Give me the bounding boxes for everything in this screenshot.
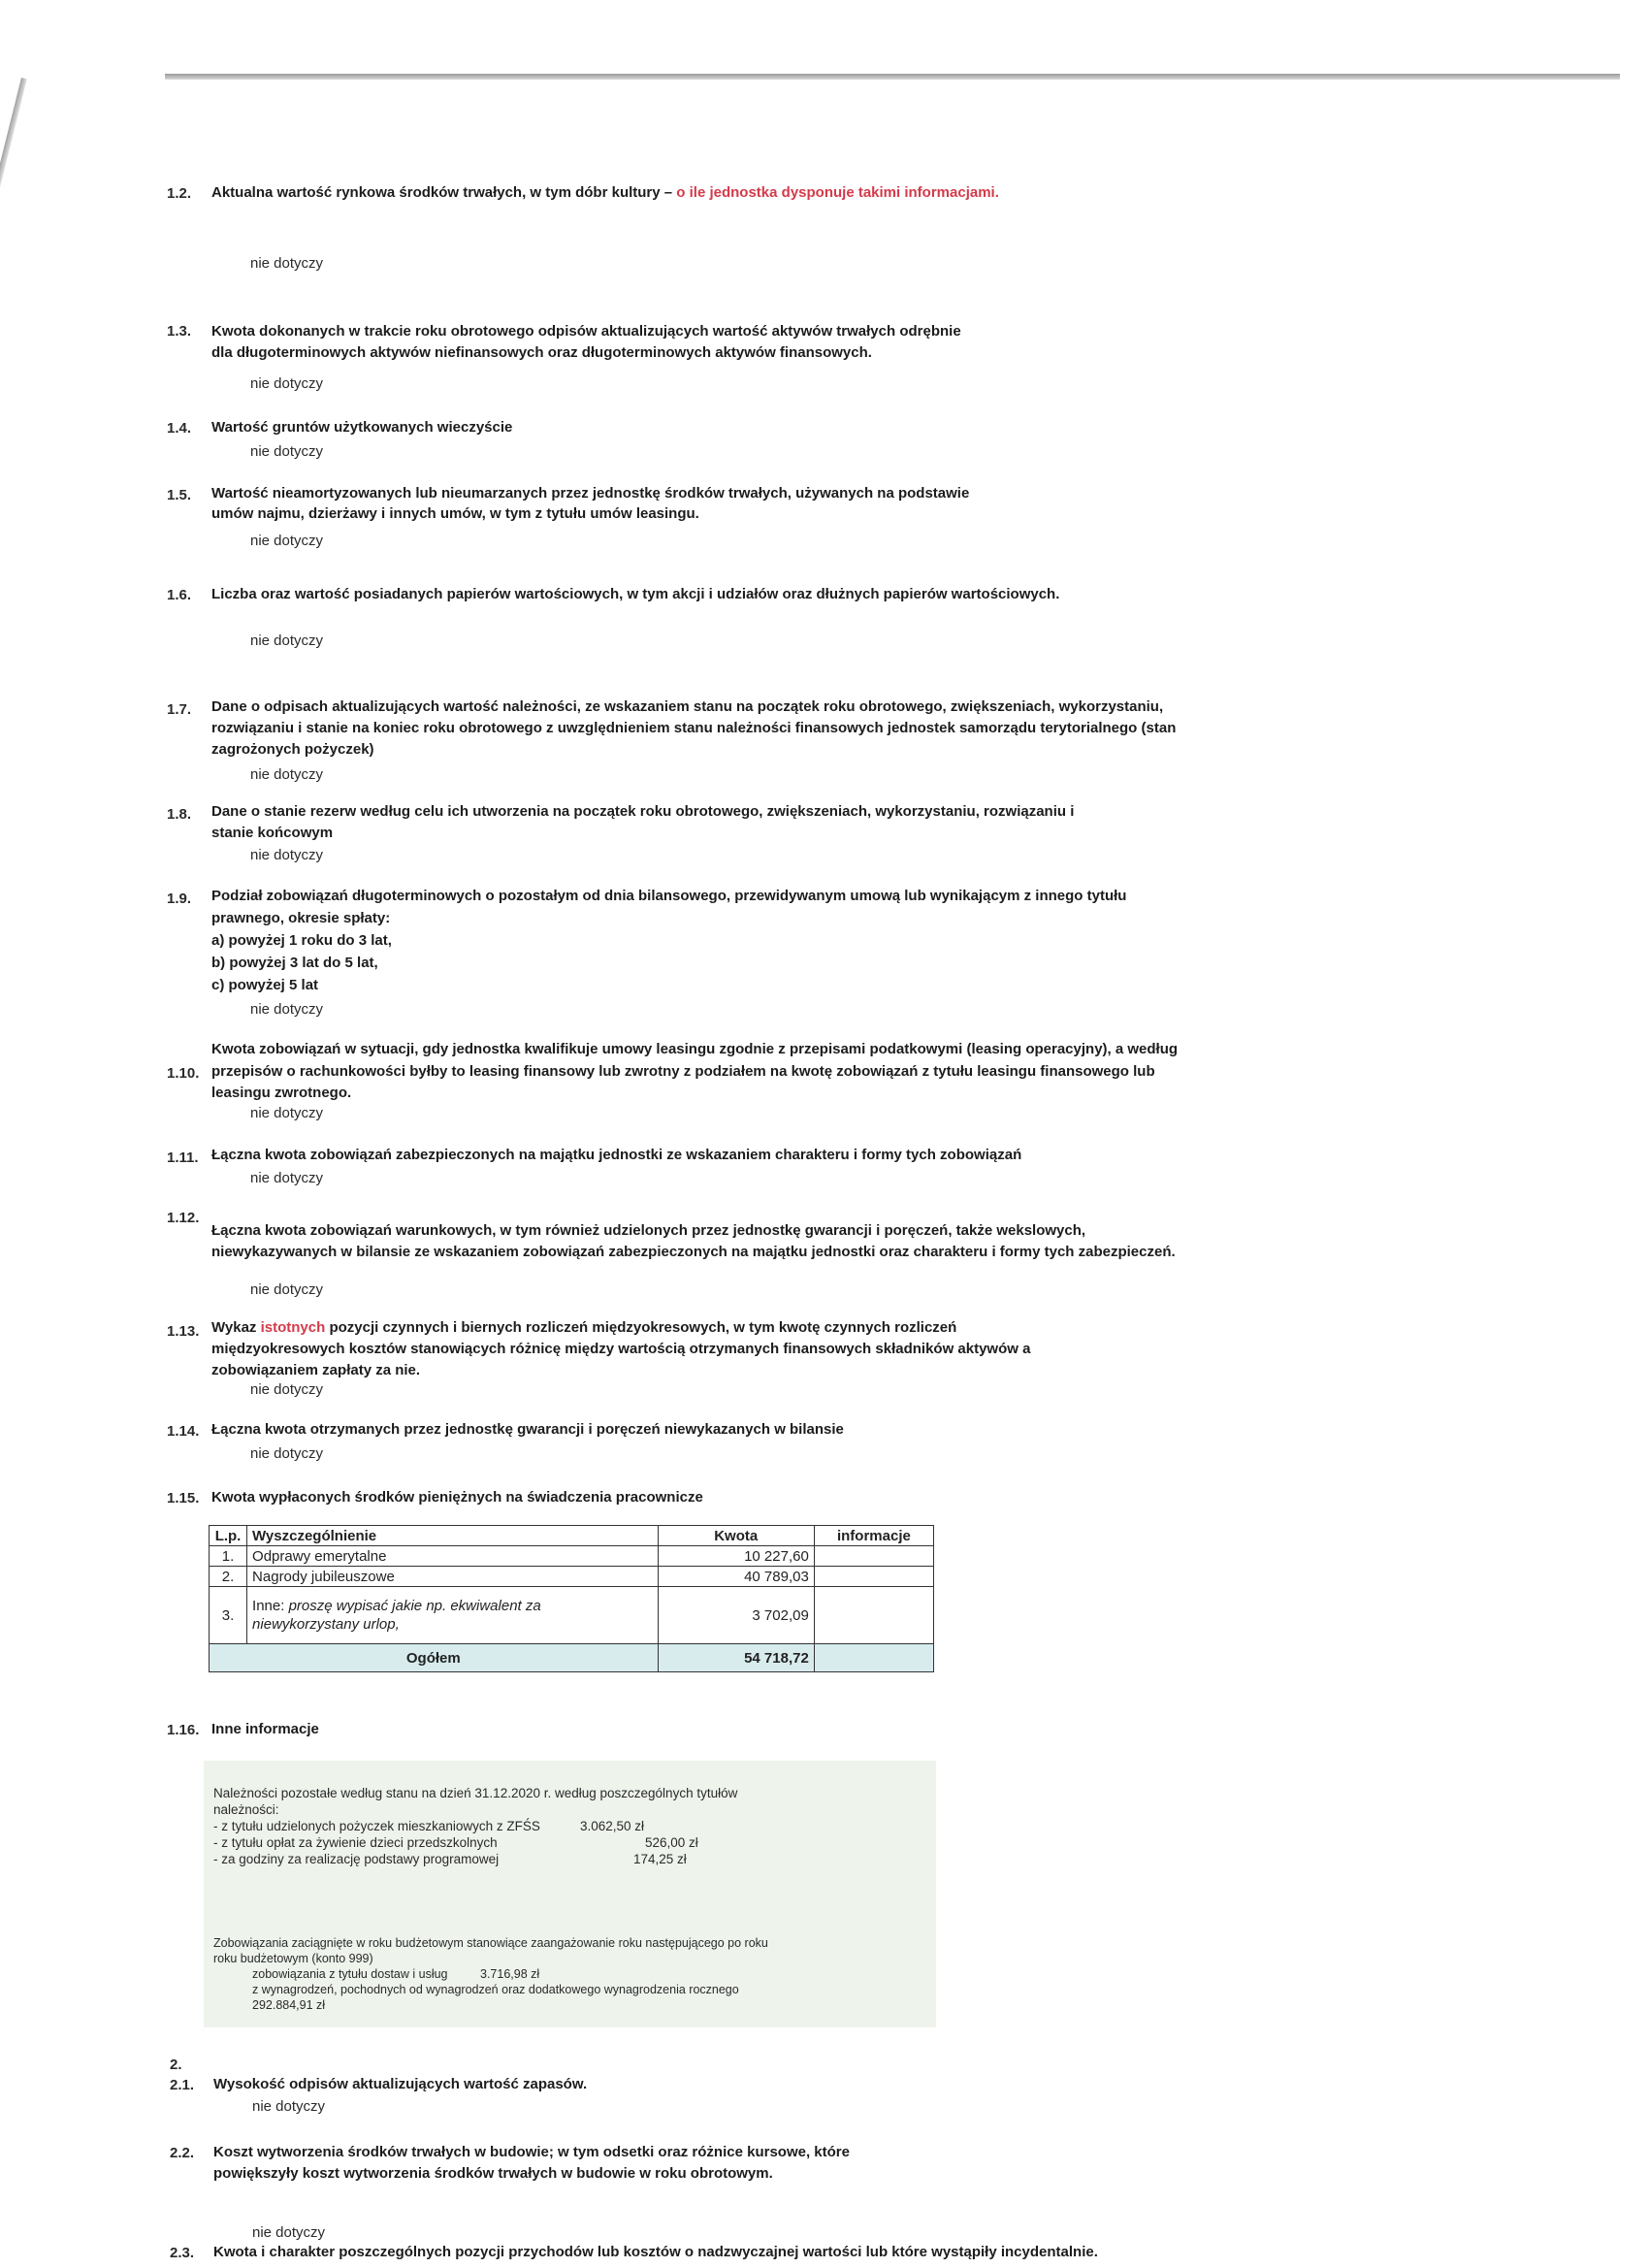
info-p2-line4: z wynagrodzeń, pochodnych od wynagrodzeń oraz dodatkowego wynagrodzenia rocznego	[252, 1983, 739, 1996]
section-number: 1.12.	[167, 1210, 200, 1226]
section-1-9-line2: prawnego, okresie spłaty:	[211, 910, 391, 926]
section-number: 2.1.	[170, 2077, 195, 2093]
table-header-row	[210, 1526, 934, 1546]
section-1-2-answer: nie dotyczy	[250, 255, 324, 272]
section-1-13-line1	[211, 1318, 956, 1338]
info-item2-value: 526,00 zł	[645, 1835, 698, 1850]
section-number: 1.14.	[167, 1423, 200, 1440]
section-1-8-answer: nie dotyczy	[250, 847, 324, 863]
section-number: 2.2.	[170, 2145, 195, 2161]
cell-amount: 3 702,09	[658, 1587, 814, 1644]
section-number: 1.7.	[167, 701, 192, 718]
cell-amount: 10 227,60	[658, 1546, 814, 1567]
section-1-9-line1: Podział zobowiązań długoterminowych o pozostałym od dnia bilansowego, przewidywanym umową lub wynikającym z innego tytułu	[211, 888, 1127, 904]
info-p2-line1: Zobowiązania zaciągnięte w roku budżetowym stanowiące zaangażowanie roku następującego po roku	[213, 1936, 768, 1950]
section-1-10-answer: nie dotyczy	[250, 1105, 324, 1121]
cell-info	[814, 1567, 933, 1587]
section-2-2-line1: Koszt wytworzenia środków trwałych w budowie; w tym odsetki oraz różnice kursowe, które	[213, 2144, 850, 2160]
benefits-table	[209, 1525, 934, 1672]
col-header-amount: Kwota	[658, 1526, 814, 1546]
section-2-2-line2: powiększyły koszt wytworzenia środków trwałych w budowie w roku obrotowym.	[213, 2165, 773, 2182]
section-1-11-title: Łączna kwota zobowiązań zabezpieczonych na majątku jednostki ze wskazaniem charakteru i formy tych zobowiązań	[211, 1147, 1022, 1163]
section-1-7-line1: Dane o odpisach aktualizujących wartość należności, ze wskazaniem stanu na początek roku obrotowego, zwiększeniach, wykorzystaniu,	[211, 698, 1164, 715]
section-2-2-answer: nie dotyczy	[252, 2224, 326, 2241]
scan-edge-top	[165, 74, 1620, 80]
info-p2-line5: 292.884,91 zł	[252, 1998, 326, 2012]
section-2-3-title: Kwota i charakter poszczególnych pozycji przychodów lub kosztów o nadzwyczajnej wartości lub które wystąpiły incydentalnie.	[213, 2244, 1098, 2260]
scan-edge-left	[0, 78, 27, 437]
info-item1-label: - z tytułu udzielonych pożyczek mieszkaniowych z ZFŚS	[213, 1819, 540, 1833]
section-1-4-answer: nie dotyczy	[250, 443, 324, 460]
cell-lp: 1.	[210, 1546, 247, 1567]
cell-desc: Nagrody jubileuszowe	[247, 1567, 659, 1587]
table-row	[210, 1567, 934, 1587]
info-item2-label: - z tytułu opłat za żywienie dzieci przedszkolnych	[213, 1835, 498, 1850]
section-1-13-answer: nie dotyczy	[250, 1381, 324, 1398]
section-1-9-item-b: b) powyżej 3 lat do 5 lat,	[211, 955, 378, 971]
cell-info	[814, 1587, 933, 1644]
section-1-4-title: Wartość gruntów użytkowanych wieczyście	[211, 419, 513, 436]
section-number: 1.13.	[167, 1323, 200, 1340]
section-1-5-line2: umów najmu, dzierżawy i innych umów, w tym z tytułu umów leasingu.	[211, 505, 699, 522]
section-number: 2.3.	[170, 2245, 195, 2261]
section-1-14-answer: nie dotyczy	[250, 1445, 324, 1462]
cell-lp: 2.	[210, 1567, 247, 1587]
cell-amount: 40 789,03	[658, 1567, 814, 1587]
section-1-2-title	[211, 183, 1046, 203]
section-1-2-title-note: o ile jednostka dysponuje takimi informacjami.	[676, 184, 999, 201]
section-1-13-line3: zobowiązaniem zapłaty za nie.	[211, 1362, 421, 1378]
section-number: 1.10.	[167, 1065, 200, 1082]
total-info	[814, 1644, 933, 1672]
section-number: 1.6.	[167, 587, 192, 603]
section-1-12-line1: Łączna kwota zobowiązań warunkowych, w tym również udzielonych przez jednostkę gwarancji i poręczeń, także wekslowych,	[211, 1222, 1086, 1239]
total-amount: 54 718,72	[658, 1644, 814, 1672]
section-1-13-line1-a: Wykaz	[211, 1319, 257, 1336]
cell-desc	[247, 1587, 659, 1644]
section-1-6-title: Liczba oraz wartość posiadanych papierów wartościowych, w tym akcji i udziałów oraz dłużnych papierów wartościowych.	[211, 586, 1060, 602]
cell-desc: Odprawy emerytalne	[247, 1546, 659, 1567]
table-total-row	[210, 1644, 934, 1672]
section-1-12-line2: niewykazywanych w bilansie ze wskazaniem zobowiązań zabezpieczonych na majątku jednostki oraz charakteru i formy tych zabezpieczeń.	[211, 1244, 1176, 1260]
cell-lp: 3.	[210, 1587, 247, 1644]
table-row	[210, 1546, 934, 1567]
section-1-7-line3: zagrożonych pożyczek)	[211, 741, 374, 758]
section-1-10-line1: Kwota zobowiązań w sytuacji, gdy jednostka kwalifikuje umowy leasingu zgodnie z przepisami podatkowymi (leasing operacyjny), a według	[211, 1041, 1179, 1057]
other-info-box	[204, 1761, 936, 2027]
section-1-5-line1: Wartość nieamortyzowanych lub nieumarzanych przez jednostkę środków trwałych, używanych na podstawie	[211, 485, 970, 502]
section-number: 1.4.	[167, 420, 192, 437]
section-1-15-title: Kwota wypłaconych środków pieniężnych na świadczenia pracownicze	[211, 1489, 703, 1506]
section-1-3-line2: dla długoterminowych aktywów niefinansowych oraz długoterminowych aktywów finansowych.	[211, 344, 872, 361]
section-1-9-item-a: a) powyżej 1 roku do 3 lat,	[211, 932, 392, 949]
total-label: Ogółem	[210, 1644, 659, 1672]
info-item3-value: 174,25 zł	[633, 1852, 687, 1866]
col-header-lp: L.p.	[210, 1526, 247, 1546]
section-1-7-line2: rozwiązaniu i stanie na koniec roku obrotowego z uwzględnieniem stanu należności finansowych jednostek samorządu terytorialnego (stan	[211, 720, 1177, 736]
section-1-9-answer: nie dotyczy	[250, 1001, 324, 1018]
section-1-10-line2: przepisów o rachunkowości byłby to leasing finansowy lub zwrotny z podziałem na kwotę zobowiązań z tytułu leasingu finansowego lub	[211, 1063, 1155, 1080]
cell-desc-italic-2: niewykorzystany urlop,	[252, 1616, 400, 1633]
section-1-3-answer: nie dotyczy	[250, 375, 324, 392]
section-1-13-line2: międzyokresowych kosztów stanowiących różnicę między wartością otrzymanych finansowych składników aktywów a	[211, 1341, 1031, 1357]
info-p2-line2: roku budżetowym (konto 999)	[213, 1952, 373, 1965]
info-p1-line2: należności:	[213, 1802, 279, 1817]
section-1-5-answer: nie dotyczy	[250, 533, 324, 549]
info-item1-value: 3.062,50 zł	[580, 1819, 645, 1833]
section-1-13-line1-b: pozycji czynnych i biernych rozliczeń międzyokresowych, w tym kwotę czynnych rozliczeń	[329, 1319, 957, 1336]
table-row	[210, 1587, 934, 1644]
section-1-2-title-text: Aktualna wartość rynkowa środków trwałych, w tym dóbr kultury –	[211, 184, 673, 201]
section-number: 1.16.	[167, 1722, 200, 1738]
section-number: 1.8.	[167, 806, 192, 823]
section-1-3-line1: Kwota dokonanych w trakcie roku obrotowego odpisów aktualizujących wartość aktywów trwałych odrębnie	[211, 323, 961, 340]
section-1-14-title: Łączna kwota otrzymanych przez jednostkę gwarancji i poręczeń niewykazanych w bilansie	[211, 1421, 844, 1438]
section-1-10-line3: leasingu zwrotnego.	[211, 1085, 352, 1101]
cell-desc-italic-1: proszę wypisać jakie np. ekwiwalent za	[288, 1598, 541, 1614]
section-number: 1.9.	[167, 891, 192, 907]
section-number: 2.	[170, 2057, 182, 2073]
cell-desc-prefix: Inne:	[252, 1598, 285, 1614]
section-number: 1.15.	[167, 1490, 200, 1507]
info-p2-line3-label: zobowiązania z tytułu dostaw i usług	[252, 1967, 448, 1981]
section-1-6-answer: nie dotyczy	[250, 632, 324, 649]
cell-info	[814, 1546, 933, 1567]
col-header-desc: Wyszczególnienie	[247, 1526, 659, 1546]
section-1-13-line1-red: istotnych	[260, 1319, 326, 1336]
info-p1-line1: Należności pozostałe według stanu na dzień 31.12.2020 r. według poszczególnych tytułów	[213, 1786, 738, 1800]
section-1-8-line2: stanie końcowym	[211, 825, 334, 841]
section-1-11-answer: nie dotyczy	[250, 1170, 324, 1186]
section-number: 1.3.	[167, 323, 192, 340]
section-number: 1.2.	[167, 185, 192, 202]
section-number: 1.11.	[167, 1150, 199, 1166]
section-1-8-line1: Dane o stanie rezerw według celu ich utworzenia na początek roku obrotowego, zwiększeniach, wykorzystaniu, rozwiązaniu i	[211, 803, 1075, 820]
section-number: 1.5.	[167, 487, 192, 503]
section-1-7-answer: nie dotyczy	[250, 766, 324, 783]
section-1-16-title: Inne informacje	[211, 1721, 319, 1737]
col-header-info: informacje	[814, 1526, 933, 1546]
section-1-9-item-c: c) powyżej 5 lat	[211, 977, 319, 993]
section-1-12-answer: nie dotyczy	[250, 1281, 324, 1298]
section-2-1-answer: nie dotyczy	[252, 2098, 326, 2115]
info-item3-label: - za godziny za realizację podstawy programowej	[213, 1852, 500, 1866]
info-p2-line3-value: 3.716,98 zł	[480, 1967, 540, 1981]
section-2-1-title: Wysokość odpisów aktualizujących wartość zapasów.	[213, 2076, 588, 2092]
